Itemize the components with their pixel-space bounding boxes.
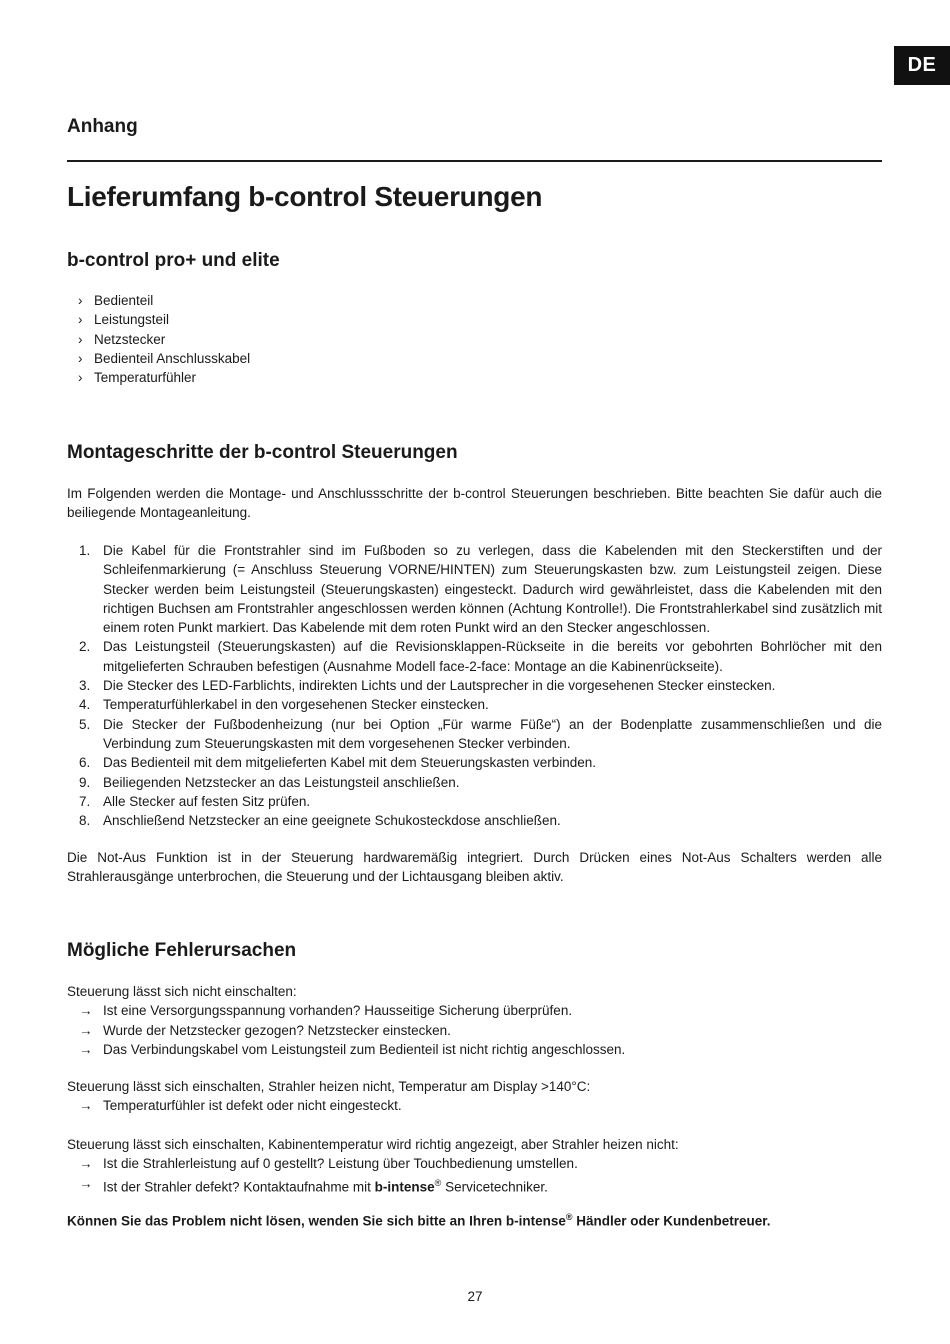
bullet-icon: › [78,350,83,366]
step-item: 5. Die Stecker der Fußbodenheizung (nur bei Option „Für warme Füße“) an der Bodenplatte zusammenschließen und die Verbindung zum Steuerungskasten mit dem vorgesehenen Stecker verbinden. [79,716,882,751]
list-item: → Ist die Strahlerleistung auf 0 gestellt? Leistung über Touchbedienung umstellen. [67,1154,882,1173]
bullet-icon: › [78,370,83,386]
errors-heading: Mögliche Fehlerursachen [67,940,297,961]
support-note: Können Sie das Problem nicht lösen, wenden Sie sich bitte an Ihren b-intense® Händler oder Kundenbetreuer. [67,1212,771,1229]
step-item: 8. Anschließend Netzstecker an eine geeignete Schukosteckdose anschließen. [79,813,561,829]
scope-list [78,291,250,387]
step-item: 4. Temperaturfühlerkabel in den vorgesehenen Stecker einstecken. [79,697,489,713]
header-divider [67,160,882,162]
list-item: › Netzstecker [78,330,250,349]
arrow-right-icon: → [79,1022,93,1038]
montage-steps [67,541,882,830]
list-item: → Das Verbindungskabel vom Leistungsteil zum Bedienteil ist nicht richtig angeschlossen. [67,1040,882,1059]
bullet-icon: › [78,312,83,328]
page-title: Lieferumfang b-control Steuerungen [67,181,543,212]
montage-intro: Im Folgenden werden die Montage- und Anschlussschritte der b-control Steuerungen beschrieben. Bitte beachten Sie dafür auch die beiliegende Montageanleitung. [67,486,882,521]
bullet-icon: › [78,293,83,308]
brand-name: b-intense [374,1179,435,1195]
error-condition: Steuerung lässt sich einschalten, Kabinentemperatur wird richtig angezeigt, aber Strahler heizen nicht: [67,1137,679,1152]
bullet-icon: › [78,331,83,347]
step-item: 9. Beiliegenden Netzstecker an das Leistungsteil anschließen. [79,774,460,790]
arrow-right-icon: → [79,1098,93,1114]
list-item: → Ist eine Versorgungsspannung vorhanden? Hausseitige Sicherung überprüfen. [67,1001,882,1020]
step-item: 1. Die Kabel für die Frontstrahler sind im Fußboden so zu verlegen, dass die Kabelenden mit den Steckerstiften und der Schleifenmarkierung (= Anschluss Steuerung VORNE/HINTEN) zum Steuerungskasten bzw. zum Leistungsteil zeigen. Diese Stecker werden beim Leistungsteil (Steuerungskasten) eingesteckt. Dadurch wird gewährleistet, dass die Kabelenden mit den richtigen Buchsen am Frontstrahler angeschlossen werden können (Achtung Kontrolle!). Die Frontstrahlerkabel sind zusätzlich mit einem roten Punkt markiert. Das Kabelende mit dem roten Punkt wird an den Stecker angeschlossen. [79,543,882,636]
scope-heading: b-control pro+ und elite [67,250,280,271]
list-item: → Temperaturfühler ist defekt oder nicht eingesteckt. [67,1096,882,1115]
list-item: › Temperaturfühler [78,368,250,387]
language-tab: DE [894,46,950,85]
list-item: › Bedienteil Anschlusskabel [78,349,250,368]
arrow-right-icon: → [79,1041,93,1057]
step-item: 6. Das Bedienteil mit dem mitgelieferten Kabel mit dem Steuerungskasten verbinden. [79,755,597,771]
step-item: 3. Die Stecker des LED-Farblichts, indirekten Lichts und der Lautsprecher in die vorgesehenen Stecker einstecken. [79,678,776,694]
list-item: › Bedienteil [78,291,250,310]
list-item: → Wurde der Netzstecker gezogen? Netzstecker einstecken. [67,1021,882,1040]
section-label: Anhang [67,116,138,137]
error-condition: Steuerung lässt sich nicht einschalten: [67,984,297,999]
arrow-right-icon: → [79,1156,93,1172]
error-group [67,1135,882,1196]
step-item: 7. Alle Stecker auf festen Sitz prüfen. [79,793,311,809]
error-group [67,1077,882,1116]
step-item: 2. Das Leistungsteil (Steuerungskasten) auf die Revisionsklappen-Rückseite in die bereits vor gebohrten Bohrlöcher mit den mitgelieferten Schrauben befestigen (Ausnahme Modell face-2-face: Montage an die Kabinenrückseite). [79,639,882,674]
arrow-right-icon: → [79,1003,93,1019]
arrow-right-icon: → [79,1175,93,1191]
montage-heading: Montageschritte der b-control Steuerungen [67,442,458,463]
error-condition: Steuerung lässt sich einschalten, Strahler heizen nicht, Temperatur am Display >140°C: [67,1079,591,1094]
page-number: 27 [467,1289,483,1304]
emergency-note: Die Not-Aus Funktion ist in der Steuerung hardwaremäßig integriert. Durch Drücken eines Not-Aus Schalters werden alle Strahlerausgänge unterbrochen, die Steuerung und der Lichtausgang bleiben aktiv. [67,850,882,885]
error-group [67,982,882,1059]
list-item: › Leistungsteil [78,310,250,329]
list-item: → Ist der Strahler defekt? Kontaktaufnahme mit b-intense® Servicetechniker. [67,1174,882,1197]
